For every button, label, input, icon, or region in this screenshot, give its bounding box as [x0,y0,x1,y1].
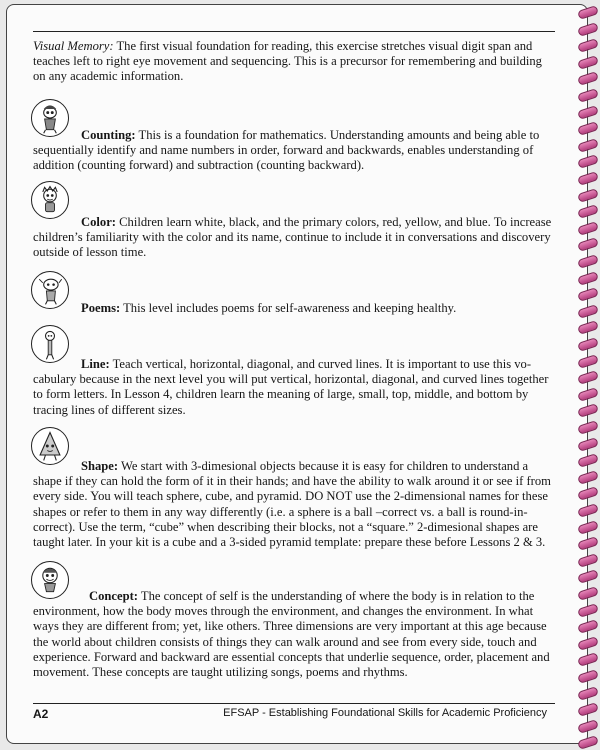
spiral-coil [577,55,599,70]
spiral-coil [577,121,599,136]
spiral-coil [577,570,599,585]
spiral-coil [577,387,599,402]
section-text: This is a foundation for mathematics. Understanding amounts and being able to sequentially identify and name numbers in order, forward and backwards, enables understanding of addition (counting forward) and subtraction (counting backward). [33,128,540,173]
section-term: Line: [81,357,110,371]
section-term: Shape: [81,459,119,473]
spiral-coil [577,221,599,236]
spiral-coil [577,254,599,269]
spiral-coil [577,619,599,634]
spiral-coil [577,702,599,717]
spiral-coil [577,404,599,419]
section-concept [33,589,553,680]
section-text: We start with 3-dimesional objects because it is easy for children to understand a shape if they can hold the form of it in their hands; and have the ability to walk around it or see if from every side. You will teach sphere, cube, and pyramid. DO NOT use the 2-dimensional names for these shapes or refer to them in any way differently (i.e. a sphere is a ball –correct vs. a ball is round-in-correct). Use the term, “cube” when describing their blocks, not a “square.” 2-dimesional shapes are taught later. In your kit is a cube and a 3-sided pyramid template: prepare these before Lessons 2 & 3. [33,459,551,550]
spiral-coil [577,520,599,535]
section-term: Counting: [81,128,136,142]
spiral-coil [577,271,599,286]
spiral-coil [577,337,599,352]
spiral-coil [577,470,599,485]
section-color [33,215,553,261]
section-text: The concept of self is the understanding of where the body is in relation to the environment, how the body moves through the environment, and changes the environment. In what ways they are different from; yet, like others. Three dimensions are very important at this age because the world about children consists of things they can walk around and see from every side, touch and experience. Forward and backward are essential concepts that underlie sequence, order, placement and movement. These concepts are taught utilizing songs, poems and rhythms. [33,589,550,680]
header-rule [33,31,555,32]
spiral-coil [577,669,599,684]
page-number: A2 [33,707,49,721]
spiral-coil [577,686,599,701]
spiral-coil [577,370,599,385]
spiral-coil [577,22,599,37]
spiral-coil [577,38,599,53]
section-text: This level includes poems for self-awareness and keeping healthy. [123,301,457,315]
section-shape [33,459,553,550]
section-line [33,357,553,418]
section-term: Concept: [89,589,138,603]
spiral-binding [576,0,600,747]
spiral-coil [577,420,599,435]
spiral-coil [577,72,599,87]
section-text: The first visual foundation for reading, this exercise stretches visual digit span and teaches left to right eye movement and sequencing. This is a precursor for remembering and building on any academic information. [33,39,542,84]
spiral-coil [577,238,599,253]
spiral-coil [577,155,599,170]
spiral-coil [577,321,599,336]
section-term: Color: [81,215,116,229]
spiral-coil [577,487,599,502]
spiral-coil [577,719,599,734]
color-character-icon [31,181,69,219]
spiral-coil [577,188,599,203]
spiral-coil [577,453,599,468]
section-visual-memory [33,39,553,85]
spiral-coil [577,88,599,103]
spiral-coil [577,636,599,651]
spiral-coil [577,304,599,319]
spiral-coil [577,204,599,219]
section-text: Teach vertical, horizontal, diagonal, and curved lines. It is important to use this vo-cabulary because in the next level you will put vertical, horizontal, diagonal, and curved lines together to form letters. In Lesson 4, children learn the meaning of large, small, top, middle, and bottom by tracing lines of different sizes. [33,357,549,417]
workbook-page [6,4,588,744]
spiral-coil [577,171,599,186]
footer-rule [33,703,555,704]
section-text: Children learn white, black, and the primary colors, red, yellow, and blue. To increase children’s familiarity with the color and its name, continue to include it in conversations and discovery outside of lesson time. [33,215,552,260]
spiral-coil [577,736,599,750]
spiral-coil [577,354,599,369]
spiral-coil [577,653,599,668]
spiral-coil [577,503,599,518]
spiral-coil [577,553,599,568]
spiral-coil [577,437,599,452]
section-poems [33,301,553,316]
section-term: Poems: [81,301,121,315]
spiral-coil [577,105,599,120]
spiral-coil [577,287,599,302]
spiral-coil [577,603,599,618]
spiral-coil [577,138,599,153]
spiral-coil [577,5,599,20]
spiral-coil [577,536,599,551]
footer-title: EFSAP - Establishing Foundational Skills for Academic Proficiency [223,707,547,719]
spiral-coil [577,586,599,601]
section-term: Visual Memory: [33,39,114,53]
section-counting [33,128,553,174]
